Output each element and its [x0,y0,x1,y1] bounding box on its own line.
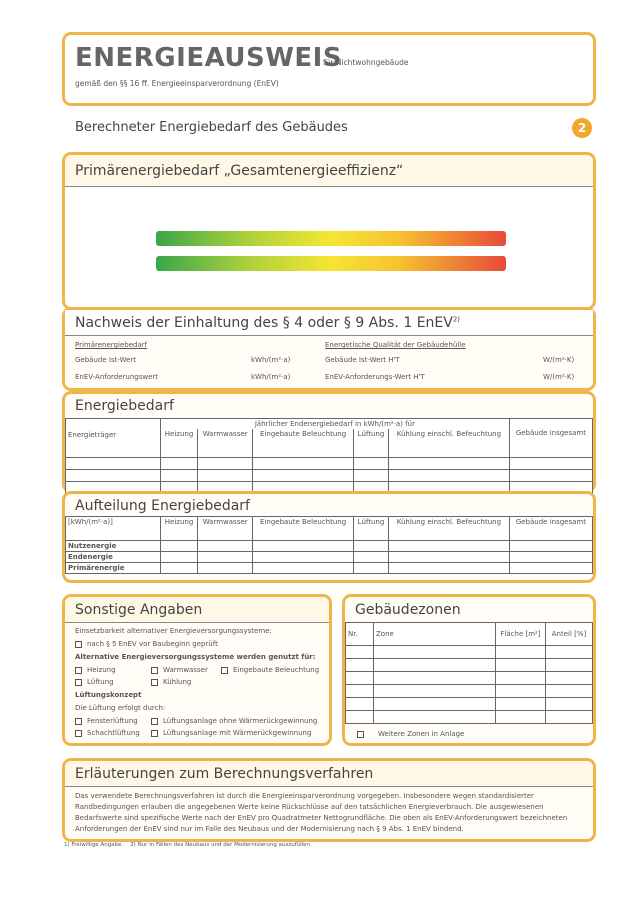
einsetzbarkeit-label: Einsetzbarkeit alternativer Energieversorgungssysteme: [75,627,272,635]
cell[interactable] [546,672,593,685]
checkbox-icon [151,730,158,737]
sonstige-box [62,594,332,746]
cell[interactable] [388,469,509,481]
cell[interactable] [253,541,354,552]
checkbox-ohne-wrg[interactable] [151,717,317,725]
cell[interactable] [374,698,496,711]
cell[interactable] [161,541,198,552]
table-row [66,469,593,481]
energiebedarf-title: Energiebedarf [75,398,174,414]
ht-anforderung-label: EnEV-Anforderungs-Wert H'T [325,373,425,381]
nachweis-box [62,307,596,391]
checkbox-kuehlung[interactable] [151,678,191,686]
cell[interactable] [354,563,389,574]
col-kuehlung: Kühlung einschl. Befeuchtung [388,429,509,457]
lueftungskonzept-label: Lüftungskonzept [75,691,142,699]
cell[interactable] [354,469,389,481]
checkbox-schacht[interactable] [75,729,140,737]
cell[interactable] [346,711,374,724]
cell[interactable] [253,563,354,574]
table-row [346,698,593,711]
ht-ist-label: Gebäude Ist-Wert H'T [325,356,400,364]
checkbox-icon [75,667,82,674]
cell[interactable] [354,457,389,469]
energiebedarf-table [65,418,593,494]
erlaeuterung-text: Das verwendete Berechnungsverfahren ist durch die Energieeinsparverordnung vorgegeben. Insbesondere wegen standardisierter Randbedingungen erlauben die angegebenen Werte keine Rückschlüsse auf den tatsächlichen Energieverbrauch. Die ausgewiesenen Bedarfswerte sind spezifische Werte nach der EnEV pro Quadratmeter Nettogrundfläche. Die oben als EnEV-Anforderungswert bezeichneten Anforderungen der EnEV sind nur im Falle des Neubaus und der Modernisierung nach § 9 Abs. 1 EnEV bindend. [75,792,568,833]
cell[interactable] [546,685,593,698]
checkbox-icon [75,718,82,725]
cell[interactable] [546,646,593,659]
ist-wert-label: Gebäude Ist-Wert [75,356,137,364]
cell[interactable] [496,659,546,672]
checkbox-label: Eingebaute Beleuchtung [233,666,320,674]
efficiency-scale-bar-top [156,231,506,246]
table-row [346,646,593,659]
col-gesamt: Gebäude insgesamt [509,517,592,541]
alternative-label: Alternative Energieversorgungssysteme werden genutzt für: [75,653,316,661]
checkbox-weitere-zonen[interactable] [357,730,464,738]
envelope-heading: Energetische Qualität der Gebäudehülle [325,341,466,349]
cell[interactable] [509,541,592,552]
cell[interactable] [161,469,198,481]
row-primaerenergie: Primärenergie [66,563,161,574]
cell[interactable] [496,711,546,724]
nachweis-title-text: Nachweis der Einhaltung des § 4 oder § 9 Abs. 1 EnEV [75,315,453,331]
cell[interactable] [346,659,374,672]
table-row [346,711,593,724]
document-title: ENERGIEAUSWEIS [75,43,343,73]
row-endenergie: Endenergie [66,552,161,563]
cell[interactable] [354,541,389,552]
ht-ist-unit: W/(m²·K) [543,356,575,364]
checkbox-label: nach § 5 EnEV vor Baubeginn geprüft [87,640,218,648]
cell[interactable] [161,457,198,469]
anforderung-unit: kWh/(m²·a) [251,373,291,381]
table-row [66,563,593,574]
checkbox-icon [221,667,228,674]
zonen-title: Gebäudezonen [355,602,461,618]
aufteilung-box [62,491,596,583]
sonstige-title: Sonstige Angaben [75,602,203,618]
aufteilung-title: Aufteilung Energiebedarf [75,498,250,514]
table-row [66,457,593,469]
footnote-2: 2) Nur in Fällen des Neubaus und der Modernisierung auszufüllen. [130,842,312,848]
table-row [66,541,593,552]
checkbox-label: Weitere Zonen in Anlage [378,730,465,738]
cell[interactable] [509,552,592,563]
checkbox-label: Schachtlüftung [87,729,140,737]
erlaeuterung-box [62,758,596,842]
cell[interactable] [198,563,253,574]
cell[interactable] [388,552,509,563]
page-badge: 2 [572,118,592,138]
cell[interactable] [198,469,253,481]
checkbox-label: Lüftung [87,678,114,686]
cell[interactable] [374,672,496,685]
checkbox-fenster[interactable] [75,717,138,725]
col-warmwasser: Warmwasser [198,517,253,541]
checkbox-label: Lüftungsanlage mit Wärmerückgewinnung [163,729,312,737]
header-box [62,32,596,106]
cell[interactable] [161,563,198,574]
checkbox-icon [151,718,158,725]
col-unit: [kWh/(m²·a)] [66,517,161,541]
checkbox-icon [151,679,158,686]
zonen-table [345,622,593,724]
col-kuehlung: Kühlung einschl. Befeuchtung [388,517,509,541]
erlaeuterung-title: Erläuterungen zum Berechnungsverfahren [75,766,374,782]
zonen-box [342,594,596,746]
document-subtitle: für Nichtwohngebäude [323,58,409,67]
checkbox-label: Heizung [87,666,116,674]
nachweis-title [75,315,460,331]
section-title: Berechneter Energiebedarf des Gebäudes [75,120,348,135]
group-header: Jährlicher Endenergiebedarf in kWh/(m²·a) für [161,419,510,430]
cell[interactable] [496,685,546,698]
table-row [346,659,593,672]
checkbox-lueftung[interactable] [75,678,114,686]
checkbox-geprueft[interactable] [75,640,218,648]
checkbox-label: Lüftungsanlage ohne Wärmerückgewinnung [163,717,318,725]
cell[interactable] [198,552,253,563]
cell[interactable] [546,659,593,672]
col-anteil: Anteil [%] [546,623,593,646]
cell[interactable] [546,711,593,724]
cell[interactable] [66,457,161,469]
cell[interactable] [198,457,253,469]
lueftung-erfolgt-label: Die Lüftung erfolgt durch: [75,704,166,712]
footnote-1: 1) Freiwillige Angabe. [64,842,124,848]
cell[interactable] [354,552,389,563]
cell[interactable] [496,672,546,685]
col-flaeche: Fläche [m²] [496,623,546,646]
cell[interactable] [346,646,374,659]
col-beleuchtung: Eingebaute Beleuchtung [253,429,354,457]
checkbox-icon [75,730,82,737]
footnotes [64,842,312,848]
cell[interactable] [346,685,374,698]
energiebedarf-box [62,391,596,493]
checkbox-heizung[interactable] [75,666,116,674]
cell[interactable] [374,659,496,672]
cell[interactable] [388,541,509,552]
ist-wert-unit: kWh/(m²·a) [251,356,291,364]
col-gesamt: Gebäude insgesamt [509,419,592,458]
cell[interactable] [374,711,496,724]
checkbox-icon [75,641,82,648]
cell[interactable] [253,469,354,481]
cell[interactable] [374,646,496,659]
nachweis-footnote-mark: 2) [452,315,461,324]
cell[interactable] [388,563,509,574]
col-lueftung: Lüftung [354,517,389,541]
primary-energy-box [62,152,596,310]
col-warmwasser: Warmwasser [198,429,253,457]
table-row [346,685,593,698]
cell[interactable] [346,672,374,685]
cell[interactable] [346,698,374,711]
checkbox-label: Fensterlüftung [87,717,138,725]
col-zone: Zone [374,623,496,646]
col-nr: Nr. [346,623,374,646]
cell[interactable] [509,469,592,481]
row-nutzenergie: Nutzenergie [66,541,161,552]
checkbox-mit-wrg[interactable] [151,729,311,737]
table-row [66,552,593,563]
cell[interactable] [374,685,496,698]
cell[interactable] [253,552,354,563]
cell[interactable] [496,646,546,659]
checkbox-icon [75,679,82,686]
table-row [346,672,593,685]
aufteilung-table [65,516,593,574]
checkbox-beleuchtung[interactable] [221,666,319,674]
primary-energy-title: Primärenergiebedarf „Gesamtenergieeffizienz“ [75,163,404,179]
cell[interactable] [198,541,253,552]
checkbox-warmwasser[interactable] [151,666,208,674]
col-energietraeger: Energieträger [66,419,161,458]
cell[interactable] [546,698,593,711]
col-beleuchtung: Eingebaute Beleuchtung [253,517,354,541]
cell[interactable] [496,698,546,711]
law-reference: gemäß den §§ 16 ff. Energieeinsparverordnung (EnEV) [75,79,279,88]
efficiency-scale-bar-bottom [156,256,506,271]
checkbox-icon [357,731,364,738]
cell[interactable] [161,552,198,563]
cell[interactable] [253,457,354,469]
cell[interactable] [66,469,161,481]
col-lueftung: Lüftung [354,429,389,457]
checkbox-icon [151,667,158,674]
checkbox-label: Warmwasser [163,666,208,674]
ht-anforderung-unit: W/(m²·K) [543,373,575,381]
cell[interactable] [509,457,592,469]
anforderung-label: EnEV-Anforderungswert [75,373,159,381]
primary-heading: Primärenergiebedarf [75,341,148,349]
cell[interactable] [388,457,509,469]
cell[interactable] [509,563,592,574]
checkbox-label: Kühlung [163,678,192,686]
col-heizung: Heizung [161,429,198,457]
col-heizung: Heizung [161,517,198,541]
